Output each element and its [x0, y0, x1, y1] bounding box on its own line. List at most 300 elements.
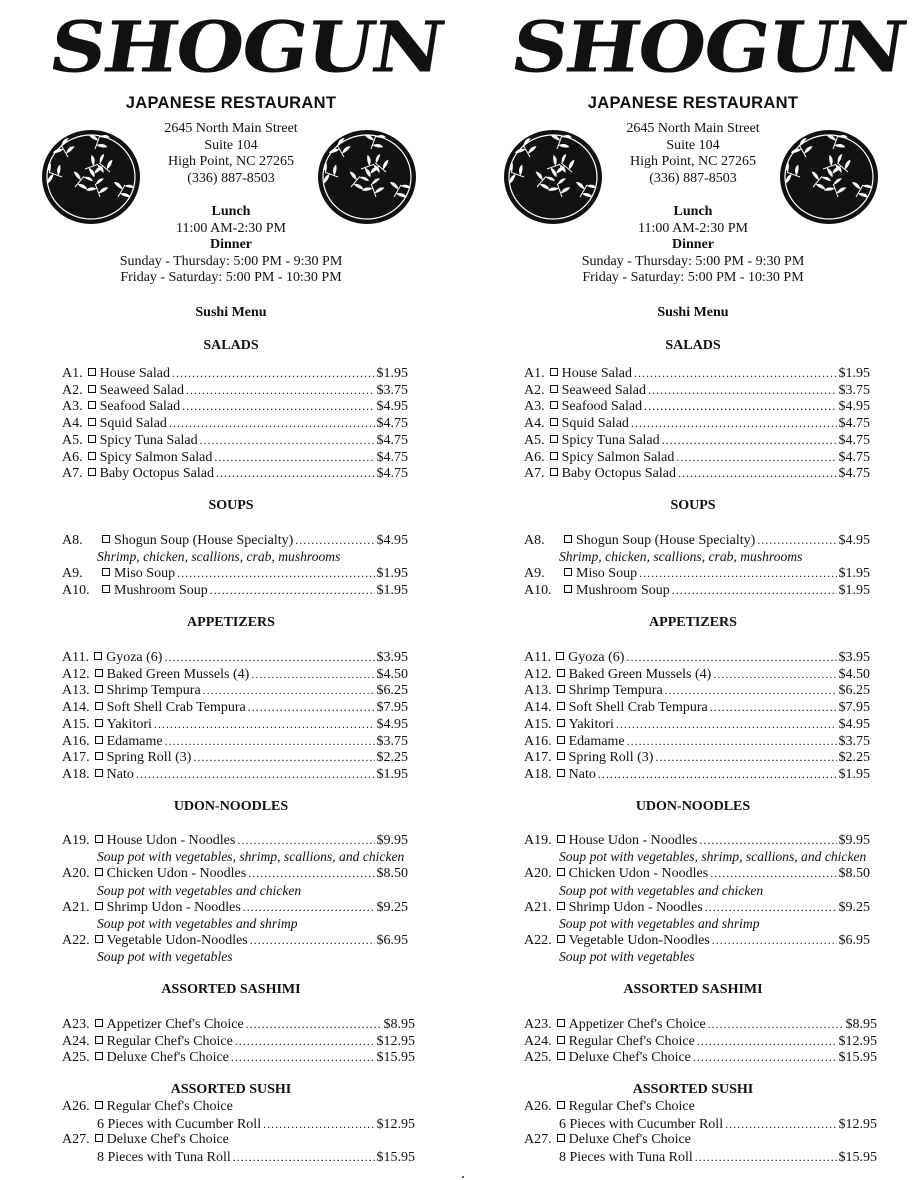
item-code: A23. — [62, 1017, 90, 1032]
item-name: Deluxe Chef's Choice — [106, 1050, 229, 1066]
leader-dots — [165, 733, 375, 749]
checkbox-icon[interactable] — [95, 1134, 103, 1142]
checkbox-icon[interactable] — [556, 652, 564, 660]
leader-dots — [210, 582, 375, 598]
item-name: Squid Salad — [99, 416, 167, 432]
item-name: Baby Octopus Salad — [99, 466, 214, 482]
menu-item — [524, 532, 870, 548]
item-name: House Udon - Noodles — [106, 833, 236, 848]
menu-item — [62, 899, 408, 915]
item-detail: 6 Pieces with Cucumber Roll — [97, 1116, 262, 1132]
logo-wordmark: SHOGUN — [505, 6, 911, 89]
menu-item — [62, 382, 408, 398]
item-name: Appetizer Chef's Choice — [106, 1017, 244, 1032]
item-code: A10. — [524, 583, 552, 599]
address-block — [0, 121, 462, 187]
item-code: A7. — [62, 466, 83, 482]
address-line: Suite 104 — [204, 137, 258, 153]
item-code: A17. — [524, 750, 552, 766]
section-heading-appetizers: APPETIZERS — [187, 615, 275, 630]
item-code: A9. — [524, 566, 545, 582]
checkbox-icon[interactable] — [557, 752, 565, 760]
item-name: Edamame — [568, 733, 625, 749]
item-description: Soup pot with vegetables and chicken — [559, 882, 764, 898]
item-name: Gyoza (6) — [106, 650, 163, 665]
menu-item — [524, 766, 870, 782]
item-code: A15. — [524, 716, 552, 732]
menu-item — [524, 582, 870, 598]
menu-item — [62, 733, 408, 749]
menu-item — [524, 932, 870, 948]
menu-item — [524, 382, 870, 398]
item-description: Soup pot with vegetables, shrimp, scallions, and chicken — [97, 849, 405, 865]
checkbox-icon[interactable] — [94, 652, 102, 660]
menu-item — [524, 1033, 877, 1049]
leader-dots — [154, 716, 375, 732]
leader-dots — [186, 382, 375, 398]
address-block — [462, 121, 924, 187]
item-name: Regular Chef's Choice — [106, 1033, 233, 1049]
item-price: $4.95 — [376, 399, 408, 415]
menu-item — [62, 865, 408, 881]
leader-dots — [214, 449, 374, 465]
leader-dots — [243, 899, 375, 915]
lunch-label: Lunch — [673, 204, 713, 219]
checkbox-icon[interactable] — [95, 1036, 103, 1044]
item-price: $4.75 — [838, 466, 870, 482]
checkbox-icon[interactable] — [95, 1101, 103, 1109]
address-line: 2645 North Main Street — [164, 121, 298, 136]
menu-item — [62, 1099, 415, 1115]
item-price: $3.95 — [838, 650, 870, 665]
item-name: Regular Chef's Choice — [568, 1033, 695, 1049]
menu-item — [524, 899, 870, 915]
menu-item — [524, 398, 870, 414]
leader-dots — [676, 449, 836, 465]
item-code: A15. — [62, 716, 90, 732]
item-name: Yakitori — [106, 716, 152, 732]
item-name: Seafood Salad — [561, 399, 643, 415]
leader-dots — [250, 932, 375, 948]
dinner-hours: Sunday - Thursday: 5:00 PM - 9:30 PM — [119, 253, 343, 269]
menu-item — [62, 398, 408, 414]
hours-block — [462, 204, 924, 287]
item-code: A16. — [524, 733, 552, 749]
item-price: $1.95 — [376, 366, 408, 381]
item-name: Yakitori — [568, 716, 614, 732]
checkbox-icon[interactable] — [550, 385, 558, 393]
item-name: Baby Octopus Salad — [561, 466, 676, 482]
item-code: A27. — [524, 1132, 552, 1148]
item-detail: 8 Pieces with Tuna Roll — [97, 1150, 231, 1166]
checkbox-icon[interactable] — [557, 902, 565, 910]
item-description: Soup pot with vegetables and shrimp — [559, 916, 760, 931]
lunch-hours: 11:00 AM-2:30 PM — [638, 220, 748, 236]
item-name: House Salad — [99, 366, 171, 381]
menu-item — [524, 682, 870, 698]
item-price: $1.95 — [376, 766, 408, 782]
item-name: Nato — [106, 766, 134, 782]
checkbox-icon[interactable] — [557, 835, 565, 843]
item-price: $1.95 — [838, 566, 870, 582]
item-name: Squid Salad — [561, 416, 629, 432]
menu-item — [62, 532, 408, 548]
leader-dots — [626, 649, 836, 665]
menu-item — [524, 749, 870, 765]
item-code: A12. — [62, 666, 90, 682]
address-line: (336) 887-8503 — [187, 170, 275, 186]
item-price: $2.25 — [376, 750, 408, 766]
checkbox-icon[interactable] — [102, 535, 110, 543]
item-price: $3.75 — [376, 733, 408, 749]
leader-dots — [248, 865, 374, 881]
menu-item — [62, 666, 408, 682]
item-name: Soft Shell Crab Tempura — [106, 700, 246, 716]
leader-dots — [644, 398, 836, 414]
item-name: House Udon - Noodles — [568, 833, 698, 848]
item-name: Spring Roll (3) — [106, 750, 192, 766]
checkbox-icon[interactable] — [557, 1019, 565, 1027]
checkbox-icon[interactable] — [557, 1101, 565, 1109]
menu-item — [62, 449, 408, 465]
dinner-label: Dinner — [672, 237, 714, 253]
item-name: Mushroom Soup — [576, 583, 670, 599]
item-price: $1.95 — [838, 583, 870, 599]
checkbox-icon[interactable] — [95, 1052, 103, 1060]
item-description: Soup pot with vegetables, shrimp, scallions, and chicken — [559, 849, 867, 865]
menu-item-detail — [559, 1149, 877, 1165]
checkbox-icon[interactable] — [95, 935, 103, 943]
item-name: Vegetable Udon-Noodles — [106, 933, 248, 949]
leader-dots — [695, 1149, 837, 1165]
menu-item — [62, 749, 408, 765]
checkbox-icon[interactable] — [557, 769, 565, 777]
menu-item-detail — [97, 1116, 415, 1132]
checkbox-icon[interactable] — [557, 685, 565, 693]
item-price: $4.95 — [376, 533, 408, 548]
hours-block — [0, 204, 462, 287]
checkbox-icon[interactable] — [557, 736, 565, 744]
checkbox-icon[interactable] — [557, 935, 565, 943]
item-code: A21. — [524, 899, 552, 915]
checkbox-icon[interactable] — [95, 1019, 103, 1027]
item-price: $6.25 — [376, 683, 408, 699]
checkbox-icon[interactable] — [550, 452, 558, 460]
checkbox-icon[interactable] — [95, 868, 103, 876]
checkbox-icon[interactable] — [88, 452, 96, 460]
section-heading-udon: UDON-NOODLES — [173, 799, 289, 814]
menu-item — [524, 1049, 877, 1065]
item-code: A22. — [524, 933, 552, 949]
item-price: $4.50 — [376, 666, 408, 682]
item-name: Baked Green Mussels (4) — [568, 666, 712, 682]
menu-item — [62, 365, 408, 381]
item-code: A4. — [62, 416, 83, 432]
menu-item — [62, 932, 408, 948]
item-name: Shrimp Tempura — [568, 683, 663, 699]
address-line: (336) 887-8503 — [649, 170, 737, 186]
leader-dots — [295, 532, 374, 548]
item-price: $9.25 — [376, 899, 408, 915]
leader-dots — [193, 749, 374, 765]
menu-item — [62, 649, 408, 665]
item-code: A7. — [524, 466, 545, 482]
section-heading-sashimi: ASSORTED SASHIMI — [623, 982, 763, 997]
item-price: $8.50 — [838, 866, 870, 882]
item-code: A1. — [62, 366, 83, 381]
item-name: Spicy Tuna Salad — [561, 432, 660, 448]
item-code: A13. — [62, 683, 90, 699]
item-price: $4.75 — [376, 449, 408, 465]
leader-dots — [713, 666, 836, 682]
item-code: A11. — [62, 650, 90, 665]
checkbox-icon[interactable] — [95, 752, 103, 760]
item-code: A25. — [62, 1050, 90, 1066]
checkbox-icon[interactable] — [95, 669, 103, 677]
item-price: $7.95 — [376, 700, 408, 716]
leader-dots — [598, 766, 837, 782]
item-code: A5. — [524, 432, 545, 448]
leader-dots — [710, 865, 836, 881]
item-price: $6.25 — [838, 683, 870, 699]
item-name: Appetizer Chef's Choice — [568, 1017, 706, 1032]
menu-item — [524, 699, 870, 715]
section-heading-sushi: ASSORTED SUSHI — [170, 1082, 292, 1097]
item-code: A18. — [524, 766, 552, 782]
leader-dots — [631, 415, 837, 431]
item-name: Chicken Udon - Noodles — [106, 866, 247, 882]
menu-item — [524, 1099, 877, 1115]
checkbox-icon[interactable] — [102, 568, 110, 576]
item-code: A26. — [62, 1099, 90, 1114]
leader-dots — [251, 666, 374, 682]
menu-item — [62, 415, 408, 431]
checkbox-icon[interactable] — [557, 669, 565, 677]
leader-dots — [216, 465, 375, 481]
checkbox-icon[interactable] — [95, 702, 103, 710]
menu-item — [62, 699, 408, 715]
leader-dots — [203, 682, 375, 698]
menu-title: Sushi Menu — [195, 305, 267, 320]
menu-item — [62, 766, 408, 782]
checkbox-icon[interactable] — [557, 702, 565, 710]
item-code: A12. — [524, 666, 552, 682]
item-price: $8.95 — [845, 1017, 877, 1032]
menu-item — [524, 832, 870, 848]
item-name: Spicy Tuna Salad — [99, 432, 198, 448]
item-name: Miso Soup — [576, 566, 638, 582]
lunch-label: Lunch — [211, 204, 251, 219]
leader-dots — [233, 1149, 375, 1165]
restaurant-subtitle: JAPANESE RESTAURANT — [125, 94, 337, 112]
checkbox-icon[interactable] — [88, 418, 96, 426]
checkbox-icon[interactable] — [95, 769, 103, 777]
section-heading-sushi: ASSORTED SUSHI — [632, 1082, 754, 1097]
item-price: $4.75 — [838, 416, 870, 432]
checkbox-icon[interactable] — [88, 435, 96, 443]
checkbox-icon[interactable] — [564, 568, 572, 576]
item-price: $3.75 — [838, 733, 870, 749]
dinner-hours: Friday - Saturday: 5:00 PM - 10:30 PM — [120, 270, 342, 286]
leader-dots — [177, 565, 374, 581]
item-code: A5. — [62, 432, 83, 448]
menu-item — [524, 565, 870, 581]
item-price: $12.95 — [838, 1116, 877, 1132]
item-price: $4.95 — [838, 399, 870, 415]
leader-dots — [710, 699, 837, 715]
section-heading-udon: UDON-NOODLES — [635, 799, 751, 814]
checkbox-icon[interactable] — [564, 535, 572, 543]
leader-dots — [634, 365, 836, 381]
checkbox-icon[interactable] — [550, 401, 558, 409]
item-code: A2. — [524, 382, 545, 398]
menu-item — [62, 582, 408, 598]
item-code: A6. — [62, 449, 83, 465]
leader-dots — [648, 382, 837, 398]
item-price: $1.95 — [376, 583, 408, 599]
item-description: Soup pot with vegetables and shrimp — [97, 916, 298, 931]
item-name: Edamame — [106, 733, 163, 749]
section-heading-soups: SOUPS — [208, 498, 254, 513]
checkbox-icon[interactable] — [88, 385, 96, 393]
item-code: A16. — [62, 733, 90, 749]
item-price: $8.95 — [383, 1017, 415, 1032]
checkbox-icon[interactable] — [550, 468, 558, 476]
menu-item — [524, 865, 870, 881]
dinner-hours: Sunday - Thursday: 5:00 PM - 9:30 PM — [581, 253, 805, 269]
checkbox-icon[interactable] — [95, 685, 103, 693]
leader-dots — [248, 699, 375, 715]
item-name: Shrimp Udon - Noodles — [568, 899, 703, 915]
menu-item — [62, 682, 408, 698]
menu-item — [62, 1132, 415, 1148]
leader-dots — [708, 1016, 844, 1032]
menu-item — [524, 415, 870, 431]
leader-dots — [263, 1116, 374, 1132]
checkbox-icon[interactable] — [88, 401, 96, 409]
item-code: A13. — [524, 683, 552, 699]
item-price: $4.75 — [376, 432, 408, 448]
checkbox-icon[interactable] — [88, 368, 96, 376]
item-description: Shrimp, chicken, scallions, crab, mushrooms — [97, 549, 341, 565]
item-price: $3.95 — [376, 650, 408, 665]
leader-dots — [231, 1049, 375, 1065]
checkbox-icon[interactable] — [557, 1036, 565, 1044]
item-name: Soft Shell Crab Tempura — [568, 700, 708, 716]
item-price: $4.75 — [376, 466, 408, 482]
item-price: $15.95 — [376, 1150, 415, 1166]
leader-dots — [665, 682, 837, 698]
checkbox-icon[interactable] — [550, 418, 558, 426]
item-code: A26. — [524, 1099, 552, 1114]
checkbox-icon[interactable] — [550, 435, 558, 443]
menu-item — [62, 465, 408, 481]
item-name: Shogun Soup (House Specialty) — [114, 533, 294, 548]
item-price: $7.95 — [838, 700, 870, 716]
item-code: A4. — [524, 416, 545, 432]
item-price: $1.95 — [838, 366, 870, 381]
leader-dots — [246, 1016, 382, 1032]
leader-dots — [172, 365, 374, 381]
menu-item — [524, 666, 870, 682]
item-name: Spicy Salmon Salad — [561, 449, 675, 465]
item-code: A10. — [62, 583, 90, 599]
checkbox-icon[interactable] — [102, 585, 110, 593]
item-price: $1.95 — [838, 766, 870, 782]
item-code: A17. — [62, 750, 90, 766]
item-name: Seaweed Salad — [99, 382, 184, 398]
leader-dots — [699, 832, 836, 848]
item-code: A19. — [524, 833, 552, 848]
item-price: $3.75 — [376, 382, 408, 398]
menu-title: Sushi Menu — [657, 305, 729, 320]
checkbox-icon[interactable] — [557, 1052, 565, 1060]
leader-dots — [182, 398, 374, 414]
menu-item — [524, 432, 870, 448]
item-price: $4.95 — [376, 716, 408, 732]
item-detail: 6 Pieces with Cucumber Roll — [559, 1116, 724, 1132]
item-code: A11. — [524, 650, 552, 665]
leader-dots — [169, 415, 375, 431]
checkbox-icon[interactable] — [557, 868, 565, 876]
menu-item-detail — [97, 1149, 415, 1165]
checkbox-icon[interactable] — [95, 719, 103, 727]
menu-item — [524, 465, 870, 481]
item-name: Spicy Salmon Salad — [99, 449, 213, 465]
leader-dots — [164, 649, 374, 665]
item-code: A22. — [62, 933, 90, 949]
checkbox-icon[interactable] — [95, 835, 103, 843]
checkbox-icon[interactable] — [95, 736, 103, 744]
checkbox-icon[interactable] — [88, 468, 96, 476]
item-code: A2. — [62, 382, 83, 398]
item-price: $4.75 — [838, 449, 870, 465]
menu-item — [524, 649, 870, 665]
item-code: A21. — [62, 899, 90, 915]
section-heading-soups: SOUPS — [670, 498, 716, 513]
item-price: $12.95 — [838, 1033, 877, 1049]
item-code: A14. — [524, 700, 552, 716]
leader-dots — [678, 465, 837, 481]
checkbox-icon[interactable] — [550, 368, 558, 376]
leader-dots — [237, 832, 374, 848]
section-heading-salads: SALADS — [203, 338, 259, 353]
item-name: Seafood Salad — [99, 399, 181, 415]
checkbox-icon[interactable] — [557, 1134, 565, 1142]
leader-dots — [639, 565, 836, 581]
section-heading-sashimi: ASSORTED SASHIMI — [161, 982, 301, 997]
menu-item — [62, 565, 408, 581]
item-description: Soup pot with vegetables — [97, 949, 233, 965]
item-price: $6.95 — [838, 933, 870, 949]
checkbox-icon[interactable] — [557, 719, 565, 727]
section-heading-salads: SALADS — [665, 338, 721, 353]
address-line: High Point, NC 27265 — [629, 154, 756, 170]
checkbox-icon[interactable] — [564, 585, 572, 593]
item-detail: 8 Pieces with Tuna Roll — [559, 1150, 693, 1166]
item-code: A24. — [62, 1033, 90, 1049]
item-code: A24. — [524, 1033, 552, 1049]
item-price: $4.75 — [376, 416, 408, 432]
menu-item — [62, 716, 408, 732]
item-code: A20. — [524, 866, 552, 882]
checkbox-icon[interactable] — [95, 902, 103, 910]
leader-dots — [662, 432, 837, 448]
item-price: $15.95 — [376, 1050, 415, 1066]
menu-item — [524, 1132, 877, 1148]
item-price: $6.95 — [376, 933, 408, 949]
item-name: Miso Soup — [114, 566, 176, 582]
